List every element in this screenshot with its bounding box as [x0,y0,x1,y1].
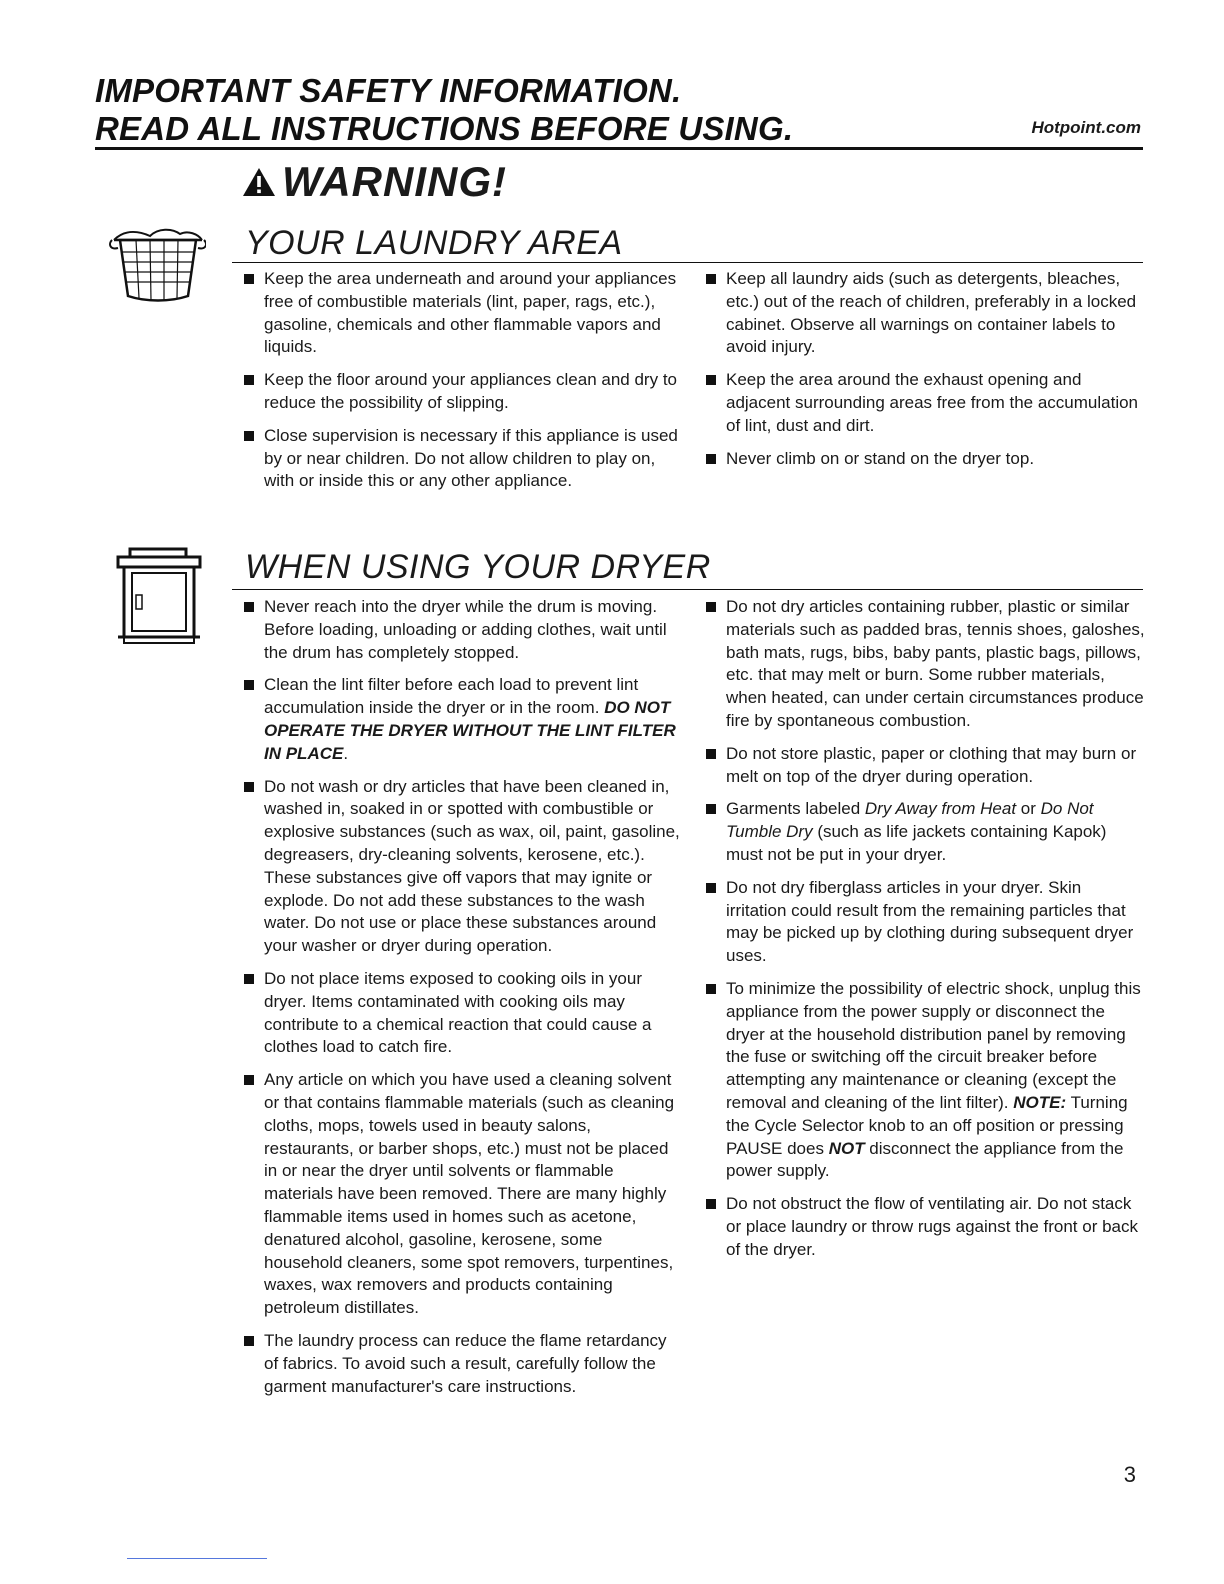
list-item: Close supervision is necessary if this appliance is used by or near children. Do not allow children to play on, with or inside this or any other appliance. [244,425,684,493]
lint-text: Clean the lint filter before each load to prevent lint accumulation inside the dryer or in the room. [264,675,639,718]
shock-a: To minimize the possibility of electric shock, unplug this appliance from the power supply or disconnect the dryer at the household distribution panel by removing the fuse or switching off the circuit breaker before attempting any maintenance or cleaning (except the removal and cleaning of the lint filter). [726,978,1141,1112]
shock-not-emphasis: NOT [828,1138,865,1158]
garments-label-1: Dry Away from Heat [864,799,1017,819]
warning-banner [242,158,507,206]
list-item: Keep the area around the exhaust opening and adjacent surrounding areas free from the accumulation of lint, dust and dirt. [706,369,1146,437]
laundry-area-left-column [244,268,684,503]
list-item: Never reach into the dryer while the drum is moving. Before loading, unloading or adding clothes, wait until the drum has completely stopped. [244,596,684,664]
section-title-using-dryer: WHEN USING YOUR DRYER [245,548,711,586]
laundry-basket-icon [106,226,206,302]
list-item: Do not store plastic, paper or clothing that may burn or melt on top of the dryer during operation. [706,743,1146,789]
list-item: Do not place items exposed to cooking oils in your dryer. Items contaminated with cooking oils may contribute to a chemical reaction that could cause a clothes load to catch fire. [244,968,684,1059]
shock-c: disconnect the appliance from the power supply. [726,1138,1124,1181]
list-item: Do not obstruct the flow of ventilating air. Do not stack or place laundry or throw rugs against the front or back of the dryer. [706,1193,1146,1261]
page-number: 3 [1123,1462,1136,1487]
section-title-laundry-area: YOUR LAUNDRY AREA [245,224,623,262]
list-item: Keep all laundry aids (such as detergents, bleaches, etc.) out of the reach of children, preferably in a locked cabinet. Observe all warnings on container labels to avoid injury. [706,268,1146,359]
page-header [95,72,1143,148]
header-divider [95,147,1143,150]
lint-warning-bold: DO NOT OPERATE THE DRYER WITHOUT THE LINT FILTER IN PLACE [264,698,676,763]
list-item: Any article on which you have used a cleaning solvent or that contains flammable materials (such as cleaning cloths, mops, towels used in beauty salons, restaurants, or barber shops, etc.) must not be placed in or near the dryer until solvents or flammable materials have been removed. There are many highly flammable items used in homes such as acetone, denatured alcohol, gasoline, kerosene, some household cleaners, some spot removers, turpentines, waxes, wax removers and products containing petroleum distillates. [244,1069,684,1320]
site-link[interactable]: Hotpoint.com [1031,118,1141,137]
using-dryer-left-column [244,596,684,1408]
list-item: Do not dry fiberglass articles in your dryer. Skin irritation could result from the remaining particles that may be picked up by clothing during subsequent dryer uses. [706,877,1146,968]
garments-c: or [1016,799,1041,819]
list-item-electric-shock [706,978,1146,1183]
section-divider-using-dryer [232,589,1143,590]
list-item-lint-filter [244,674,684,765]
garments-e: (such as life jackets containing Kapok) must not be put in your dryer. [726,822,1107,864]
list-item: Keep the floor around your appliances clean and dry to reduce the possibility of slipping. [244,369,684,415]
list-item-garments [706,798,1146,866]
header-title-line-1: IMPORTANT SAFETY INFORMATION. [95,72,682,109]
header-title-line-2: READ ALL INSTRUCTIONS BEFORE USING. [95,110,794,147]
list-item: Do not wash or dry articles that have been cleaned in, washed in, soaked in or spotted with combustible or explosive substances (such as wax, oil, paint, gasoline, degreasers, dry-cleaning solvents, kerosene, etc.). These substances give off vapors that may ignite or explode. Do not add these substances to the wash water. Do not use or place these substances around your washer or dryer during operation. [244,776,684,958]
list-item: Never climb on or stand on the dryer top. [706,448,1146,471]
list-item: Do not dry articles containing rubber, plastic or similar materials such as padded bras, tennis shoes, galoshes, bath mats, rugs, bibs, baby pants, plastic bags, pillows, etc. that may melt or burn. Some rubber materials, when heated, can under certain circumstances produce fire by spontaneous combustion. [706,596,1146,733]
garments-label-2: Do Not Tumble Dry [726,799,1094,842]
shock-b: Turning the Cycle Selector knob to an off position or pressing PAUSE does [726,1092,1128,1158]
list-item: Keep the area underneath and around your appliances free of combustible materials (lint, paper, rags, etc.), gasoline, chemicals and other flammable vapors and liquids. [244,268,684,359]
laundry-area-right-column [706,268,1146,480]
list-item: The laundry process can reduce the flame retardancy of fabrics. To avoid such a result, carefully follow the garment manufacturer's care instructions. [244,1330,684,1398]
shock-note-label: NOTE: [1013,1092,1067,1112]
warning-label: WARNING! [282,158,507,205]
lint-end: . [343,743,349,763]
using-dryer-right-column [706,596,1146,1272]
footer-link-underline [127,1558,267,1559]
dryer-icon [114,545,204,647]
garments-a: Garments labeled [726,799,865,819]
section-divider-laundry-area [232,262,1143,263]
warning-triangle-icon [242,167,276,197]
